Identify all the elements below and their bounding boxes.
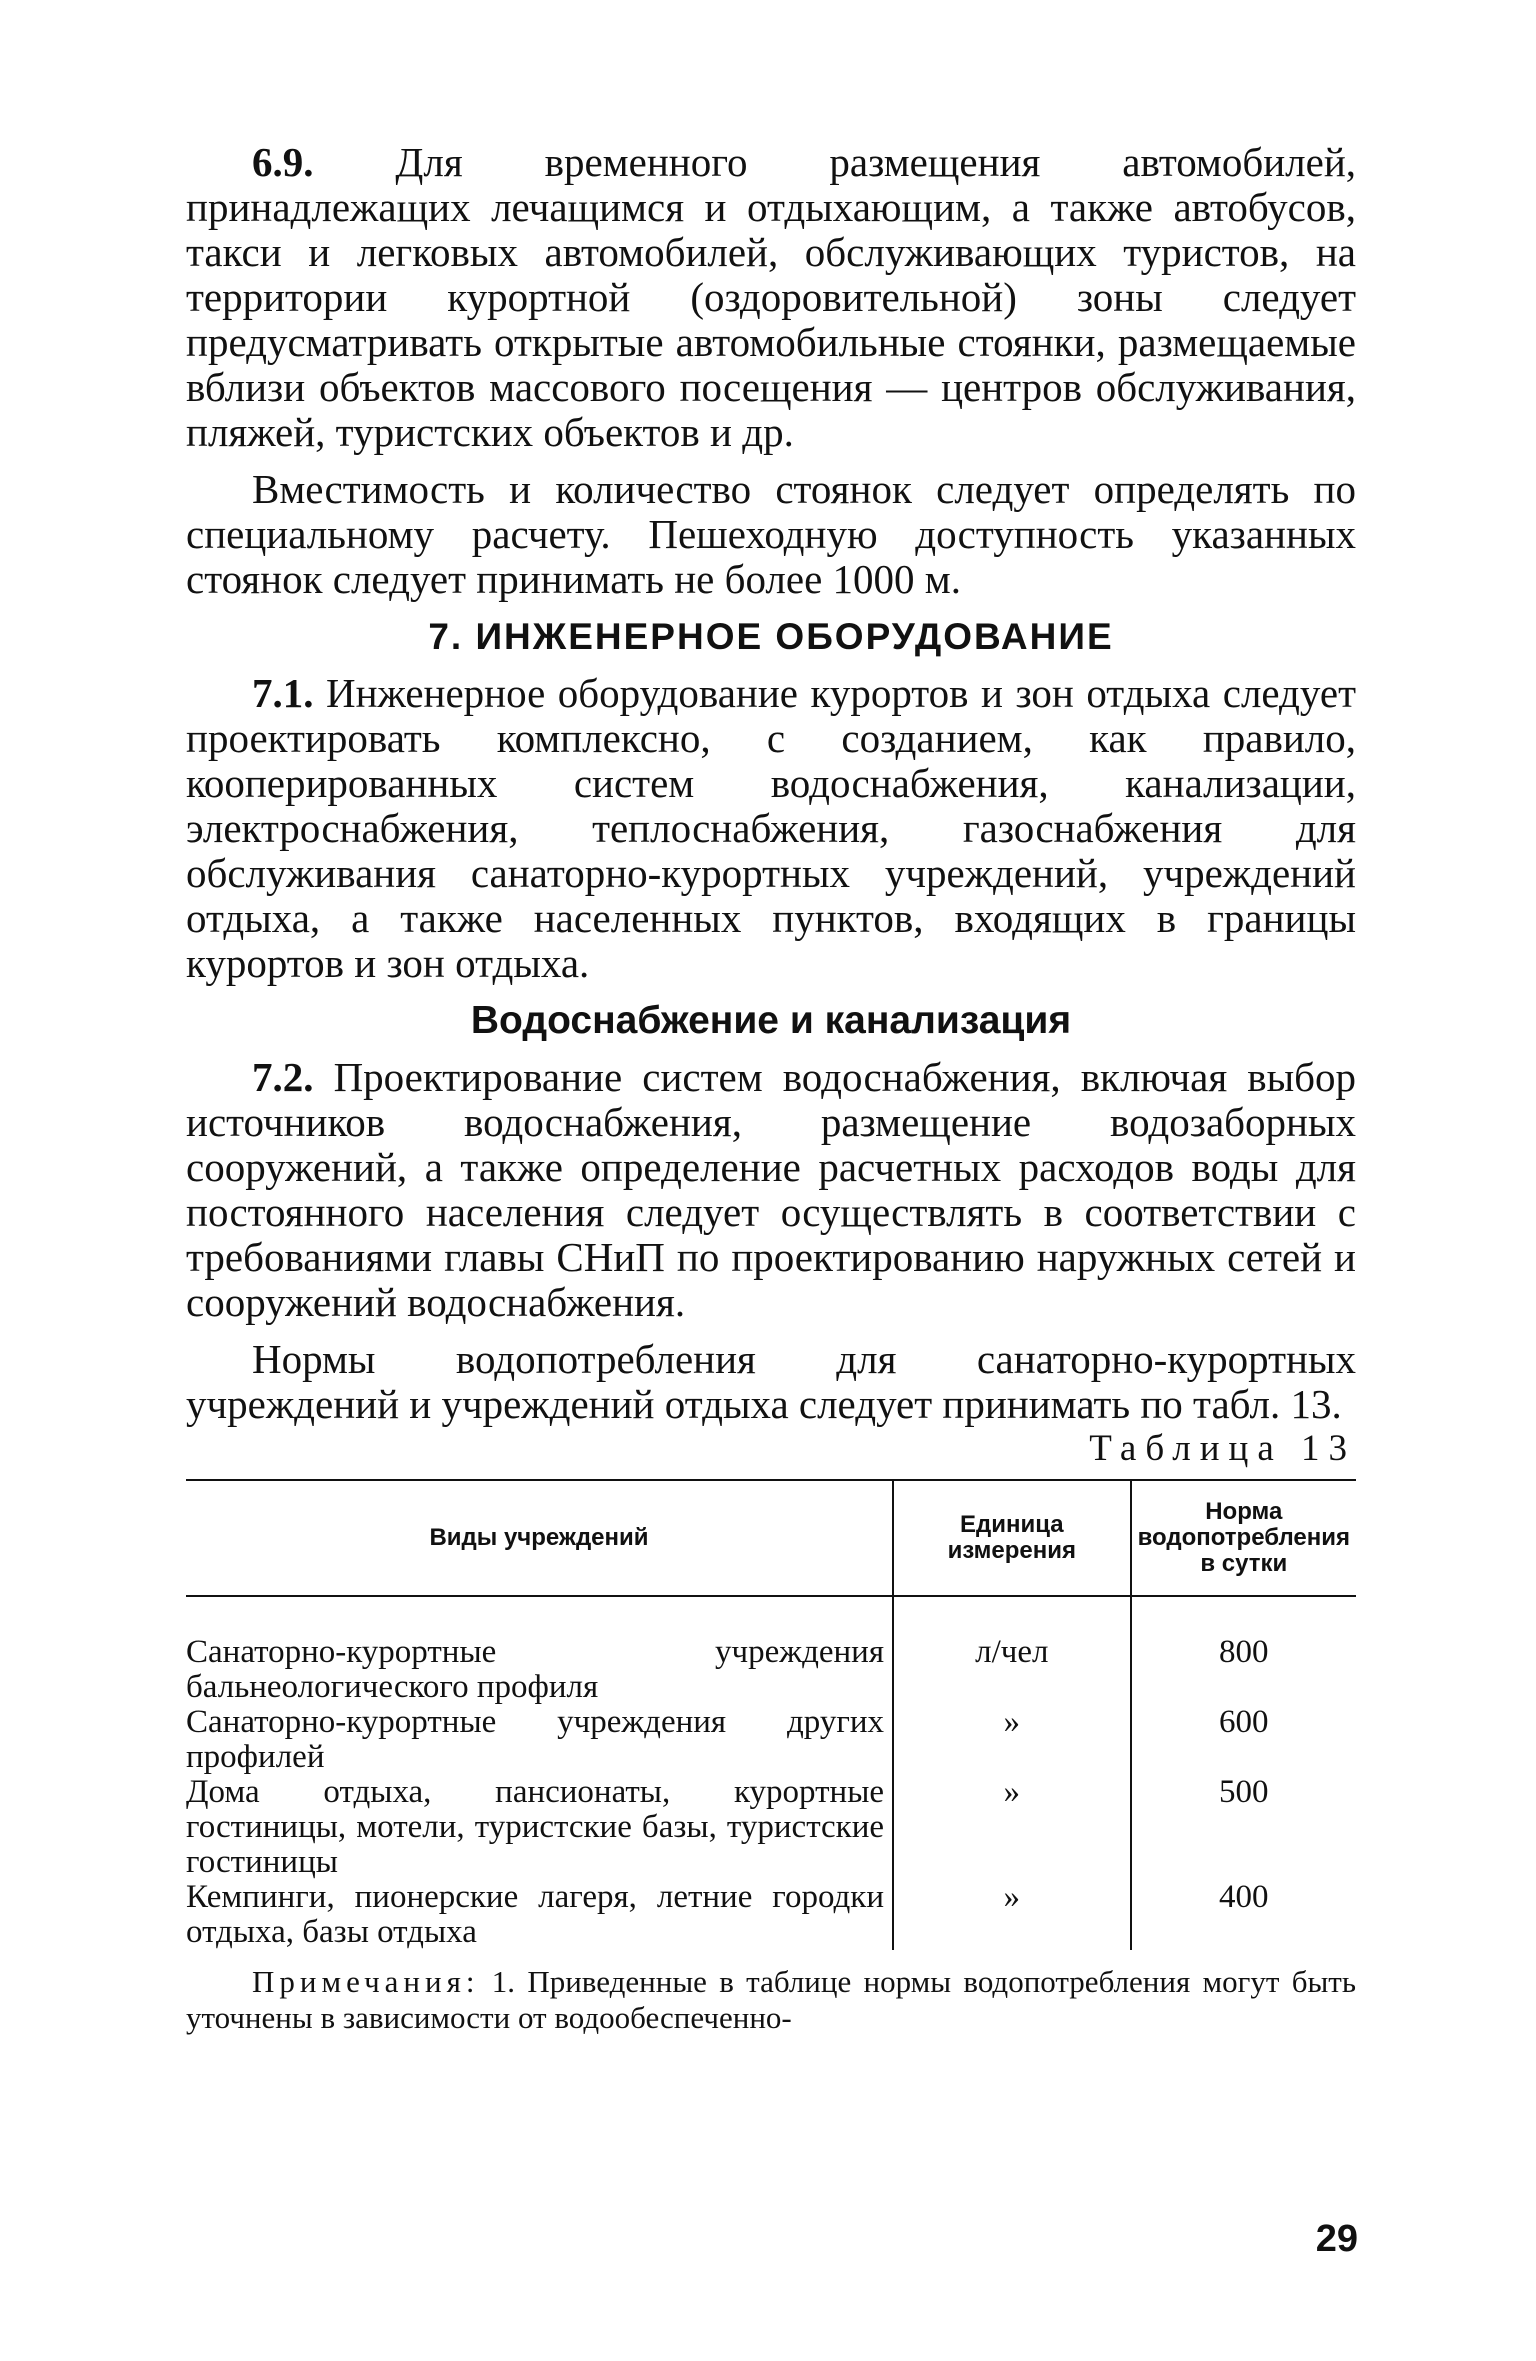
cell-unit: » [893, 1705, 1131, 1775]
paragraph-norms: Нормы водопотребления для санаторно-курортных учреждений и учреждений отдыха следует принимать по табл. 13. [186, 1336, 1356, 1427]
header-norm: Норма водопотребления в сутки [1137, 1498, 1350, 1577]
cell-unit: » [893, 1775, 1131, 1880]
table-caption: Таблица 13 [1089, 1428, 1356, 1469]
cell-norm: 800 [1219, 1634, 1269, 1670]
paragraph-capacity: Вместимость и количество стоянок следует определять по специальному расчету. Пешеходную доступность указанных стоянок следует принимать не более 1000 м. [186, 466, 1356, 602]
note-label: Примечания: [252, 1964, 480, 1999]
table-row [186, 1705, 1356, 1775]
paragraph-number: 6.9. [252, 139, 314, 185]
cell-institution: Кемпинги, пионерские лагеря, летние городки отдыха, базы отдыха [186, 1879, 885, 1950]
cell-institution: Санаторно-курортные учреждения других профилей [186, 1704, 885, 1775]
paragraph-7-1 [186, 671, 1356, 986]
header-institution-type: Виды учреждений [429, 1524, 649, 1551]
water-norms-table [186, 1479, 1356, 1950]
cell-norm: 600 [1219, 1704, 1269, 1740]
table-row [186, 1880, 1356, 1950]
subheading-water-supply: Водоснабжение и канализация [470, 999, 1072, 1042]
table-row [186, 1775, 1356, 1880]
paragraph-text: Проектирование систем водоснабжения, включая выбор источников водоснабжения, размещение водозаборных сооружений, а также определение расчетных расходов воды для постоянного населения следует осуществлять в соответствии с требованиями главы СНиП по проектированию наружных сетей и сооружений водоснабжения. [186, 1054, 1356, 1325]
cell-unit: » [893, 1880, 1131, 1950]
paragraph-text: Инженерное оборудование курортов и зон отдыха следует проектировать комплексно, с созданием, как правило, кооперированных систем водоснабжения, канализации, электроснабжения, теплоснабжения, газоснабжения для обслуживания санаторно-курортных учреждений, учреждений отдыха, а также населенных пунктов, входящих в границы курортов и зон отдыха. [186, 670, 1356, 986]
page-number: 29 [1315, 2218, 1358, 2260]
cell-institution: Санаторно-курортные учреждения бальнеологического профиля [186, 1634, 885, 1705]
table-header-row [186, 1480, 1356, 1596]
paragraph-number: 7.2. [252, 1054, 314, 1100]
paragraph-text: Для временного размещения автомобилей, принадлежащих лечащимся и отдыхающим, а также автобусов, такси и легковых автомобилей, обслуживающих туристов, на территории курортной (оздоровительной) зоны следует предусматривать открытые автомобильные стоянки, размещаемые вблизи объектов массового посещения — центров обслуживания, пляжей, туристских объектов и др. [186, 139, 1357, 455]
cell-norm: 500 [1219, 1774, 1269, 1810]
paragraph-number: 7.1. [252, 670, 314, 716]
header-unit: Единица измерения [893, 1480, 1131, 1596]
document-page [186, 140, 1356, 2036]
note-text: 1. Приведенные в таблице нормы водопотребления могут быть уточнены в зависимости от водообеспеченно- [186, 1964, 1356, 2035]
cell-unit: л/чел [893, 1596, 1131, 1705]
table-row [186, 1596, 1356, 1705]
table-note [186, 1964, 1356, 2036]
paragraph-6-9 [186, 140, 1356, 455]
cell-norm: 400 [1219, 1879, 1269, 1915]
paragraph-7-2 [186, 1055, 1356, 1325]
cell-institution: Дома отдыха, пансионаты, курортные гостиницы, мотели, туристские базы, туристские гостиницы [186, 1774, 885, 1880]
section-heading-7: 7. ИНЖЕНЕРНОЕ ОБОРУДОВАНИЕ [428, 616, 1114, 657]
